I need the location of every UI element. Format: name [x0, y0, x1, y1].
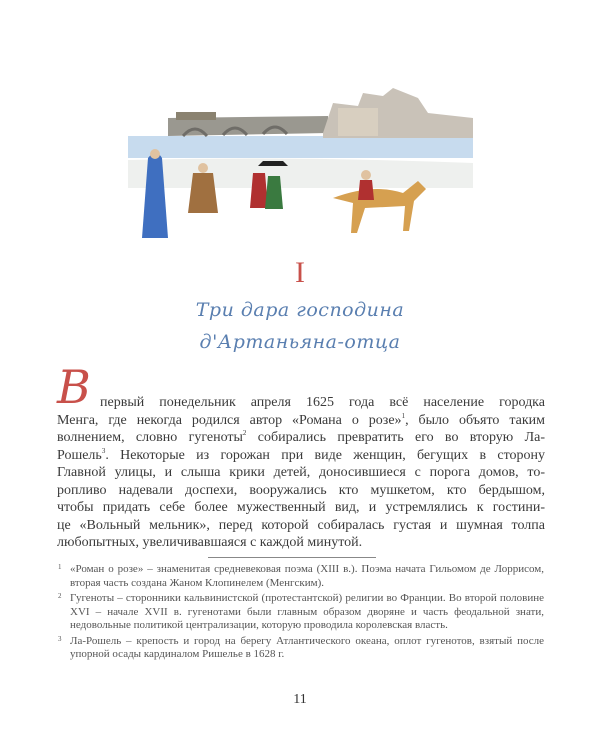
text-line: чтобы придать себе более мужественный вид, и устремлялись к гостини- — [57, 500, 545, 515]
footnote-divider — [208, 557, 376, 558]
text-line: ропливо надевали доспехи, вооружались кто мушкетом, кто бердышом, — [57, 482, 545, 498]
text-fragment: Менга, где некогда родился автор «Романа о розе» — [57, 412, 402, 428]
chapter-title-line-1: Три дара господина — [195, 299, 405, 321]
footnote-text: «Роман о розе» – знаменитая средневековая поэма (XIII в.). Поэма начата Гильомом де Лоррисом, вторая часть создана Жаном Клопинелем (Менгским). — [70, 563, 544, 589]
text-line: любопытных, увеличивавшаяся с каждой минутой. — [57, 535, 363, 550]
footnote-text: Ла-Рошель – крепость и город на берегу Атлантического океана, оплот гугенотов, взятый после упорной осады кардиналом Ришелье в 1628 г. — [70, 634, 544, 660]
text-line: первый понедельник апреля 1625 года всё население городка — [100, 395, 545, 410]
footnote-2 — [58, 592, 544, 633]
page-number: 11 — [293, 692, 307, 707]
text-line — [57, 412, 545, 430]
text-fragment: . Некоторые из горожан при виде женщин, бегущих в сторону — [105, 447, 545, 463]
chapter-illustration — [128, 88, 473, 253]
footnote-mark: 1 — [58, 563, 62, 571]
chapter-title — [0, 294, 600, 358]
footnotes — [58, 563, 544, 664]
text-line — [57, 447, 545, 465]
text-line — [57, 429, 545, 447]
footnote-3 — [58, 635, 544, 662]
text-fragment: , было объято таким — [405, 412, 545, 428]
footnote-1 — [58, 563, 544, 590]
footnote-mark: 2 — [58, 592, 62, 600]
text-line: Главной улицы, и слыша крики детей, доносившиеся с порога домов, то- — [57, 465, 545, 480]
text-fragment: волнением, словно гугеноты — [57, 430, 243, 445]
footnote-ref[interactable]: 1 — [401, 411, 406, 420]
footnote-ref[interactable]: 3 — [101, 446, 106, 455]
body-text — [57, 394, 545, 552]
text-line: це «Вольный мельник», перед которой собиралась густая и шумная толпа — [57, 517, 545, 533]
footnote-text: Гугеноты – сторонники кальвинистской (протестантской) религии во Франции. Во второй половине XVI – начале XVII в. гугенотами были главным образом дворяне и часть феодальной знати, недовольные политикой централизации, которую проводила королевская власть. — [70, 592, 544, 631]
text-fragment: собирались превратить его во вторую Ла- — [246, 430, 545, 445]
footnote-mark: 3 — [58, 634, 62, 643]
drop-cap: В — [57, 360, 91, 414]
chapter-number: I — [295, 256, 305, 289]
chapter-title-line-2: д'Артаньяна-отца — [199, 331, 401, 353]
footnote-ref[interactable]: 2 — [242, 429, 247, 437]
text-fragment: Рошель — [57, 447, 102, 463]
